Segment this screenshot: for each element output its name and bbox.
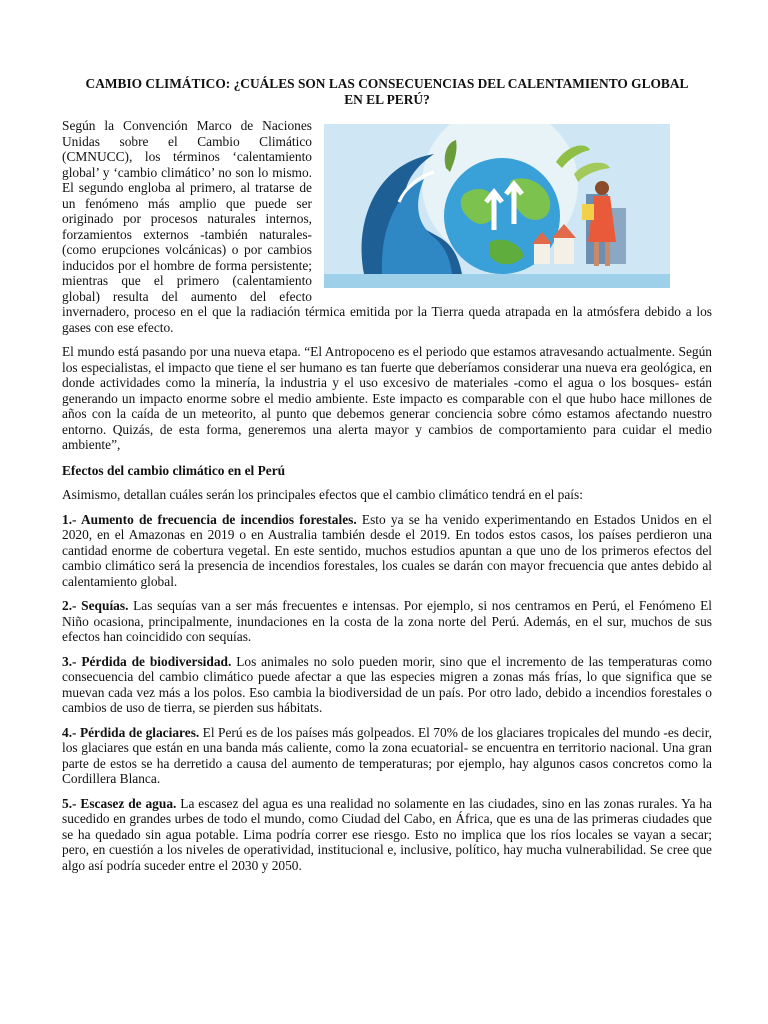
effect-5-text: La escasez del agua es una realidad no solamente en las ciudades, sino en las zonas rurales. Ya ha sucedido en grandes urbes de todo el mundo, como Ciudad del Cabo, en África, que es una de las primeras ciudades que se ha quedado sin agua potable. Lima podría correr ese riesgo. Esto no implica que los ríos locales se vayan a secar; pero, en cuestión a los niveles de operatividad, institucional e, inclusive, político, hay mucha vulnerabilidad. Se cree que algo así podría suceder entre el 2030 y 2050. — [62, 795, 712, 873]
effect-4-title: 4.- Pérdida de glaciares. — [62, 724, 200, 740]
effect-1-text: Esto ya se ha venido experimentando en Estados Unidos en el 2020, en el Amazonas en 2019 o en Australia también desde el 2019. En todos estos casos, los países perdieron una cantidad enorme de cobertura vegetal. En este sentido, muchos estudios apuntan a que uno de los primeros efectos del cambio climático será la presencia de incendios forestales, los cuales se darán con mayor frecuencia que antes debido al calentamiento global. — [62, 511, 712, 589]
effect-2 — [62, 598, 712, 645]
effect-2-text: Las sequías van a ser más frecuentes e intensas. Por ejemplo, si nos centramos en Perú, el Fenómeno El Niño ocasiona, principalmente, inundaciones en la costa de la zona norte del Perú. Además, en el sur, muchos de sus efectos han coincidido con sequías. — [62, 598, 712, 644]
title-line-2: EN EL PERÚ? — [344, 92, 430, 107]
effect-2-title: 2.- Sequías. — [62, 598, 129, 613]
intro-paragraph-1: Según la Convención Marco de Naciones Unidas sobre el Cambio Climático (CMNUCC), los términos ‘calentamiento global’ y ‘cambio climático’ no son lo mismo. El segundo engloba al primero, al tratarse de un fenómeno más amplio que puede ser originado por procesos naturales internos, forzamientos externos -también naturales- (como erupciones volcánicas) o por cambios inducidos por el hombre de forma persistente; mientras que el primero (calentamiento global) resulta del aumento del efecto invernadero, proceso en el que la radiación térmica emitida por la Tierra queda atrapada en la atmósfera debido a los gases con ese efecto. — [62, 118, 712, 335]
document-title — [62, 76, 712, 108]
intro-paragraph-2: El mundo está pasando por una nueva etapa. “El Antropoceno es el periodo que estamos atravesando actualmente. Según los especialistas, el impacto que tiene el ser humano es tan fuerte que deberíamos considerar una nueva era geológica, en donde actividades como la minería, la industria y el uso excesivo de materiales -como el agua o los bosques- están generando un impacto enorme sobre el medio ambiente. Este impacto es comparable con el que hubo hace millones de años con la caída de un meteorito, al punto que debemos generar conciencia sobre cómo estamos afectando nuestro entorno. Quizás, de esta forma, generemos una alerta mayor y cambios de comportamiento para cuidar el medio ambiente”, — [62, 344, 712, 452]
title-line-1: CAMBIO CLIMÁTICO: ¿CUÁLES SON LAS CONSECUENCIAS DEL CALENTAMIENTO GLOBAL — [85, 76, 689, 91]
climate-illustration-graphic — [324, 124, 670, 288]
effect-3-title: 3.- Pérdida de biodiversidad. — [62, 653, 232, 669]
effect-1 — [62, 512, 712, 590]
effect-4-text: El Perú es de los países más golpeados. El 70% de los glaciares tropicales del mundo -es decir, los glaciares que están en una banda más caliente, como la zona ecuatorial- se encuentra en territorio nacional. Una gran parte de estos se ha derretido a causa del aumento de temperaturas; por ejemplo, hay algunos casos concretos como la Cordillera Blanca. — [62, 724, 712, 786]
effect-5-title: 5.- Escasez de agua. — [62, 795, 177, 811]
climate-illustration — [324, 124, 670, 288]
effect-3-text: Los animales no solo pueden morir, sino que el incremento de las temperaturas como consecuencia del cambio climático puede afectar a que las especies migren a zonas más frías, lo que significa que se muevan cada vez más a los polos. Eso cambia la biodiversidad de un país. Por otro lado, debido a incendios forestales o cambios de uso de tierra, se pierden sus hábitats. — [62, 653, 713, 715]
document-body — [62, 76, 712, 882]
effect-5 — [62, 796, 712, 874]
effect-3 — [62, 654, 712, 716]
intro-section — [62, 118, 712, 453]
section-heading: Efectos del cambio climático en el Perú — [62, 462, 286, 478]
section-intro: Asimismo, detallan cuáles serán los principales efectos que el cambio climático tendrá en el país: — [62, 487, 583, 502]
effect-4 — [62, 725, 712, 787]
effect-1-title: 1.- Aumento de frecuencia de incendios forestales. — [62, 511, 357, 527]
